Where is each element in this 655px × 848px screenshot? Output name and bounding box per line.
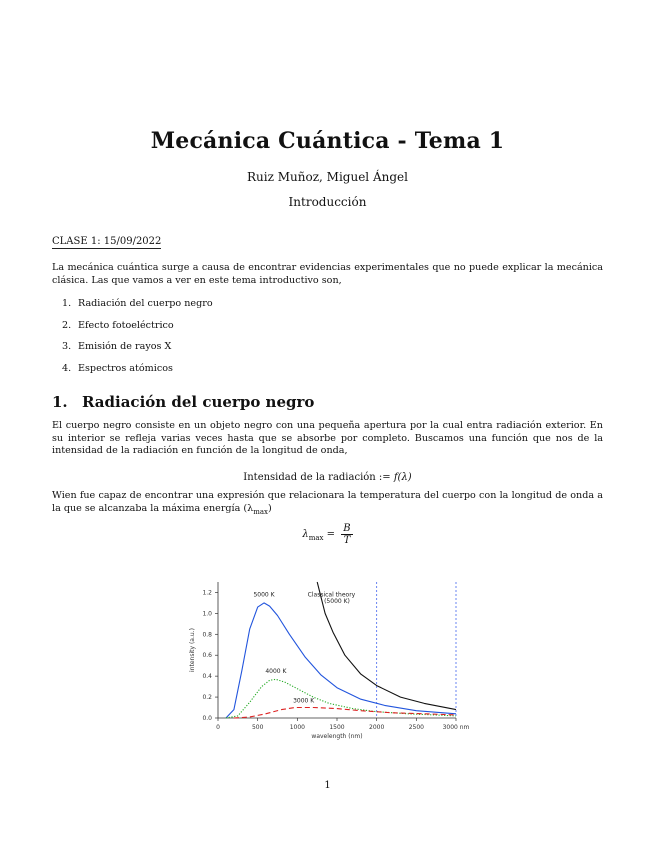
document-title: Mecánica Cuántica - Tema 1 xyxy=(150,128,505,154)
equation-intensity xyxy=(0,472,655,483)
list-item-label: Emisión de rayos X xyxy=(78,341,172,353)
list-item xyxy=(62,340,213,362)
section-paragraph: El cuerpo negro consiste en un objeto negro con una pequeña apertura por la cual entra radiación exterior. En su interior se refleja varias veces hasta que se absorbe por completo. Buscamos una función que nos de la intensidad de la radiación en función de la longitud de onda, xyxy=(52,420,603,456)
wien-symbol: (λ xyxy=(243,502,254,514)
chart-annotation: 3000 K xyxy=(293,697,315,705)
y-tick-label: 1.0 xyxy=(202,610,212,618)
section-heading xyxy=(52,393,314,411)
y-tick-label: 0.0 xyxy=(202,715,212,722)
y-tick-label: 1.2 xyxy=(202,589,212,597)
y-tick-label: 0.8 xyxy=(202,631,212,639)
chart-annotation: 5000 K xyxy=(253,591,275,599)
y-tick-label: 0.6 xyxy=(202,652,212,660)
chart-annotation: (5000 K) xyxy=(324,597,350,605)
equation-rhs: f(λ) xyxy=(393,472,412,483)
list-item-label: Espectros atómicos xyxy=(78,362,173,374)
wien-text: Wien fue capaz de encontrar una expresión que relacionara la temperatura del cuerpo con la longitud de onda a la que se alcanzaba la máxima energía xyxy=(52,490,603,514)
equation-operator: := xyxy=(378,472,391,483)
list-item xyxy=(62,319,213,341)
list-item-label: Efecto fotoeléctrico xyxy=(78,319,174,331)
page-number: 1 xyxy=(324,780,331,791)
list-item-number: 2. xyxy=(62,319,72,331)
wien-paren-close: ) xyxy=(268,502,272,514)
equation-fraction xyxy=(341,523,352,546)
fraction-denominator: T xyxy=(343,535,351,546)
equation-wien-law xyxy=(0,523,655,546)
wien-subscript: max xyxy=(253,507,268,516)
x-tick-label: 500 xyxy=(251,724,264,731)
chart-annotation: Classical theory xyxy=(307,591,356,599)
equation-lhs: Intensidad de la radiación xyxy=(243,472,376,483)
equation-equals: = xyxy=(326,529,336,540)
list-item xyxy=(62,297,213,319)
series-line-4000-k xyxy=(226,679,456,718)
series-line-5000-k xyxy=(226,603,456,718)
class-date-heading: CLASE 1: 15/09/2022 xyxy=(52,236,162,247)
list-item xyxy=(62,362,213,384)
document-author: Ruiz Muñoz, Miguel Ángel xyxy=(247,170,408,184)
blackbody-spectrum-chart xyxy=(186,578,470,740)
x-tick-label: 2500 xyxy=(408,724,424,731)
document-subtitle: Introducción xyxy=(288,195,367,209)
list-item-number: 4. xyxy=(62,362,72,374)
x-tick-label: 1000 xyxy=(289,724,305,731)
wien-paragraph xyxy=(52,490,603,518)
y-axis-label: intensity (a.u.) xyxy=(189,628,196,672)
list-item-number: 3. xyxy=(62,341,72,353)
list-item-number: 1. xyxy=(62,298,72,309)
topics-list xyxy=(62,297,213,383)
x-tick-label: 3000 nm xyxy=(442,724,470,731)
section-title: Radiación del cuerpo negro xyxy=(82,393,315,411)
x-tick-label: 2000 xyxy=(369,724,385,731)
fraction-numerator: B xyxy=(343,523,351,534)
equation-lambda-sub: max xyxy=(308,534,324,542)
equation-lambda: λ xyxy=(302,529,309,540)
x-axis-label: wavelength (nm) xyxy=(311,733,363,740)
section-number: 1. xyxy=(52,393,68,411)
x-tick-label: 1500 xyxy=(329,724,345,731)
series-line-3000-k xyxy=(234,708,456,719)
list-item-label: Radiación del cuerpo negro xyxy=(78,298,213,309)
y-tick-label: 0.2 xyxy=(202,694,212,702)
y-tick-label: 0.4 xyxy=(202,673,212,681)
x-tick-label: 0 xyxy=(216,724,220,731)
chart-annotation: 4000 K xyxy=(265,668,287,676)
intro-paragraph: La mecánica cuántica surge a causa de encontrar evidencias experimentales que no puede explicar la mecánica clásica. Las que vamos a ver en este tema introductivo son, xyxy=(52,262,603,286)
